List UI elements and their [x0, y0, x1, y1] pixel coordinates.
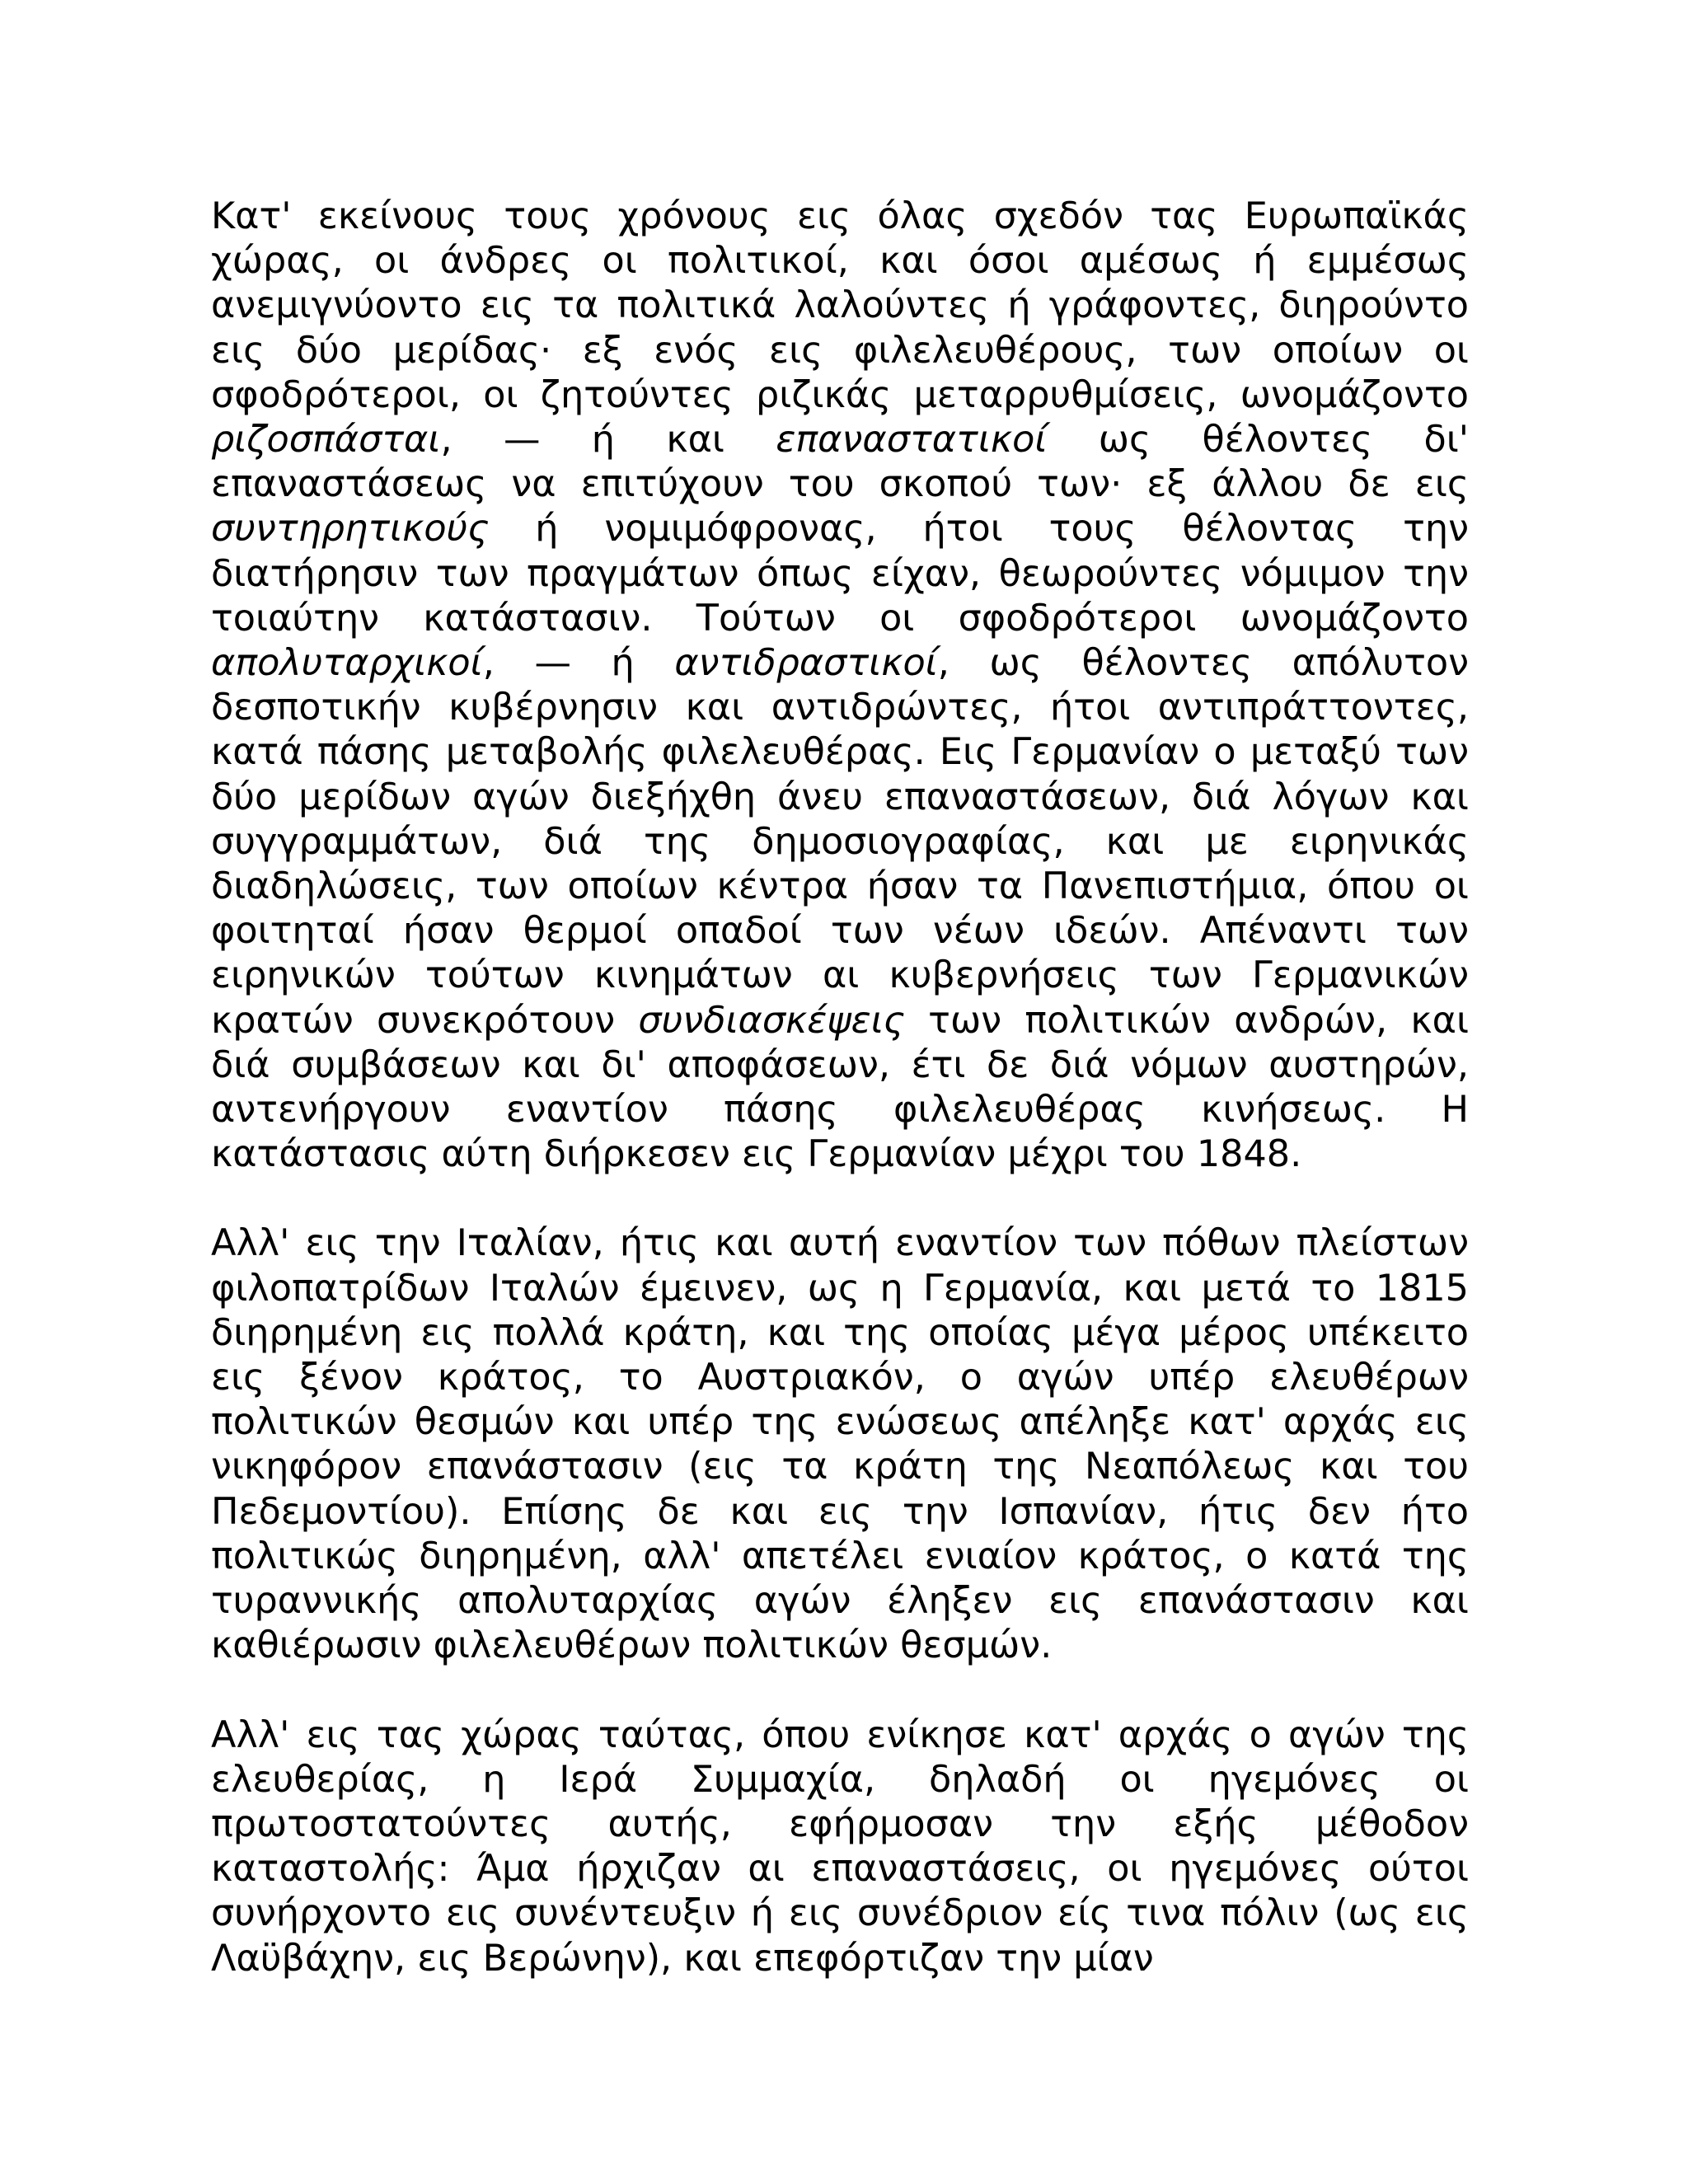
text-run: των πολιτικών ανδρών, και διά συμβάσεων και δι' αποφάσεων, έτι δε διά νόμων αυστηρών, αντενήργουν εναντίον πάσης φιλελευθέρας κινήσεως. Η κατάστασις αύτη διήρκεσεν εις Γερμανίαν μέχρι του 1848. — [211, 999, 1469, 1176]
text-run: Αλλ' εις τας χώρας ταύτας, όπου ενίκησε κατ' αρχάς ο αγών της ελευθερίας, η Ιερά Συμμαχία, δηλαδή οι ηγεμόνες οι πρωτοστατούντες αυτής, εφήρμοσαν την εξής μέθοδον καταστολής: Άμα ήρχιζαν αι επαναστάσεις, οι ηγεμόνες ούτοι συνήρχοντο εις συνέντευξιν ή εις συνέδριον είς τινα πόλιν (ως εις Λαϋβάχην, εις Βερώνην), και επεφόρτιζαν την μίαν — [211, 1713, 1469, 1980]
italic-term: συντηρητικούς — [211, 508, 490, 551]
italic-term: ριζοσπάσται — [211, 419, 441, 462]
text-run: ή νομιμόφρονας, ήτοι τους θέλοντας την διατήρησιν των πραγμάτων όπως είχαν, θεωρούντες νόμιμον την τοιαύτην κατάστασιν. Τούτων οι σφοδρότεροι ωνομάζοντο — [211, 508, 1469, 640]
text-run: Κατ' εκείνους τους χρόνους εις όλας σχεδόν τας Ευρωπαϊκάς χώρας, οι άνδρες οι πολιτικοί, και όσοι αμέσως ή εμμέσως ανεμιγνύοντο εις τα πολιτικά λαλούντες ή γράφοντες, διηρούντο εις δύο μερίδας· εξ ενός εις φιλελευθέρους, των οποίων οι σφοδρότεροι, οι ζητούντες ριζικάς μεταρρυθμίσεις, ωνομάζοντο — [211, 195, 1469, 416]
body-text — [211, 194, 1469, 1981]
paragraph-3 — [211, 1713, 1469, 1981]
paragraph-2 — [211, 1221, 1469, 1668]
italic-term: συνδιασκέψεις — [638, 999, 905, 1042]
italic-term: αντιδραστικοί — [674, 642, 938, 685]
text-run: Αλλ' εις την Ιταλίαν, ήτις και αυτή εναντίον των πόθων πλείστων φιλοπατρίδων Ιταλών έμεινεν, ως η Γερμανία, και μετά το 1815 διηρημένη εις πολλά κράτη, και της οποίας μέγα μέρος υπέκειτο εις ξένον κράτος, το Αυστριακόν, ο αγών υπέρ ελευθέρων πολιτικών θεσμών και υπέρ της ενώσεως απέληξε κατ' αρχάς εις νικηφόρον επανάστασιν (εις τα κράτη της Νεαπόλεως και του Πεδεμοντίου). Επίσης δε και εις την Ισπανίαν, ήτις δεν ήτο πολιτικώς διηρημένη, αλλ' απετέλει ενιαίον κράτος, ο κατά της τυραννικής απολυταρχίας αγών έληξεν εις επανάστασιν και καθιέρωσιν φιλελευθέρων πολιτικών θεσμών. — [211, 1222, 1469, 1667]
text-run: ως θέλοντες δι' επαναστάσεως να επιτύχουν του σκοπού των· εξ άλλου δε εις — [211, 419, 1469, 506]
text-run: , — ή και — [440, 419, 776, 462]
italic-term: επαναστατικοί — [776, 419, 1048, 462]
italic-term: απολυταρχικοί — [211, 642, 483, 685]
paragraph-1 — [211, 194, 1469, 1177]
text-run: , — ή — [482, 642, 675, 685]
text-run: , ως θέλοντες απόλυτον δεσποτικήν κυβέρνησιν και αντιδρώντες, ήτοι αντιπράττοντες, κατά πάσης μεταβολής φιλελευθέρας. Εις Γερμανίαν ο μεταξύ των δύο μερίδων αγών διεξήχθη άνευ επαναστάσεων, διά λόγων και συγγραμμάτων, διά της δημοσιογραφίας, και με ειρηνικάς διαδηλώσεις, των οποίων κέντρα ήσαν τα Πανεπιστήμια, όπου οι φοιτηταί ήσαν θερμοί οπαδοί των νέων ιδεών. Απέναντι των ειρηνικών τούτων κινημάτων αι κυβερνήσεις των Γερμανικών κρατών συνεκρότουν — [211, 642, 1469, 1042]
